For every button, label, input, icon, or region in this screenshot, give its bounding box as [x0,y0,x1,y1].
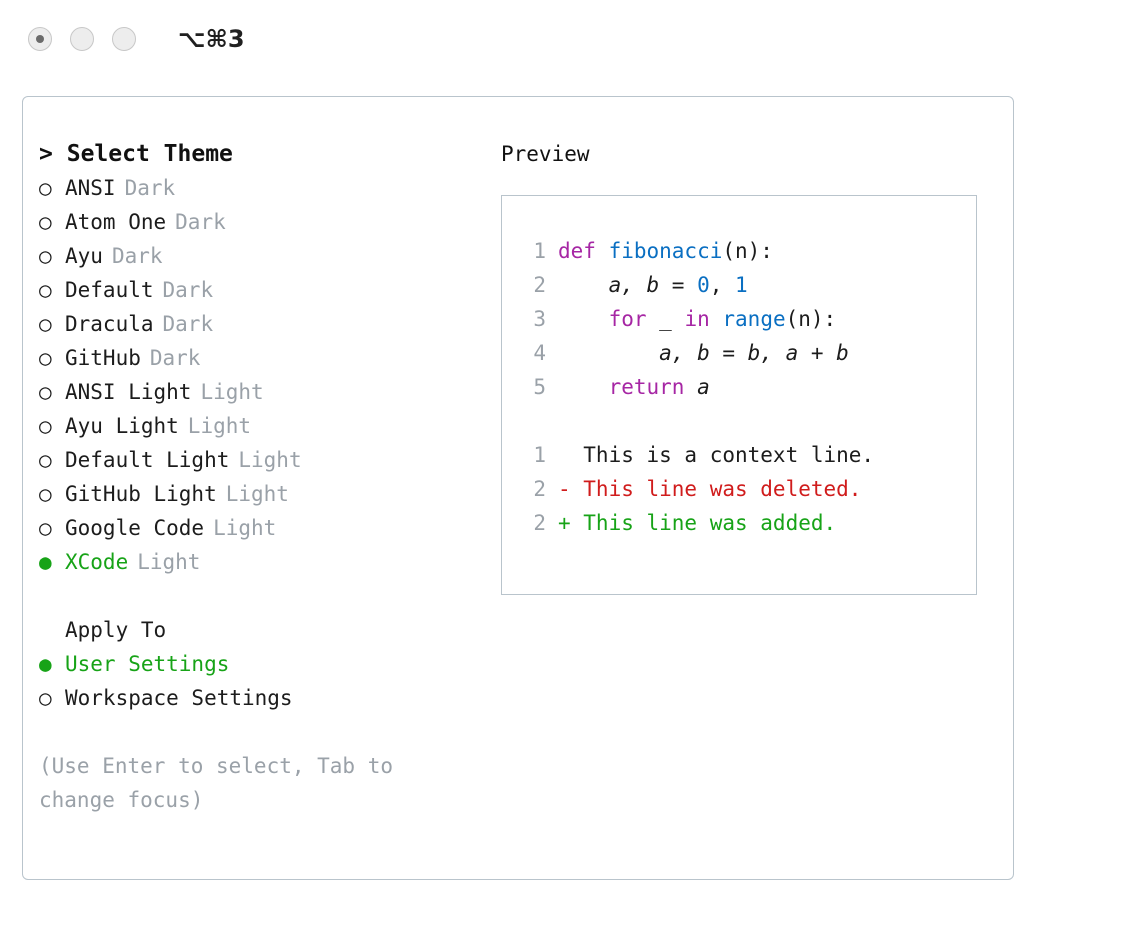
radio-unselected-icon: ○ [39,278,52,302]
theme-option[interactable] [39,511,485,545]
diff-line [520,506,976,540]
window-close-dot[interactable] [28,27,52,51]
theme-variant-label: Light [200,380,264,404]
code-sample [520,234,976,404]
theme-variant-label: Dark [149,346,201,370]
code-token: 1 [735,273,748,297]
radio-unselected-icon: ○ [39,176,52,200]
theme-option[interactable] [39,239,485,273]
line-number: 5 [533,375,546,399]
radio-selected-icon: ● [39,550,52,574]
theme-variant-label: Dark [111,244,163,268]
apply-to-option[interactable] [39,681,485,715]
line-number: 1 [533,239,546,263]
apply-to-list[interactable] [39,647,485,715]
code-line [520,268,976,302]
theme-option[interactable] [39,409,485,443]
code-token: for [608,307,660,331]
code-token: a, b = [608,273,698,297]
code-token: in [684,307,723,331]
theme-option-label: Dracula [65,312,154,336]
radio-unselected-icon: ○ [39,312,52,336]
radio-unselected-icon: ○ [39,346,52,370]
theme-option-label: Default Light [65,448,230,472]
code-token: a, b = b, a + b [659,341,849,365]
code-line [520,336,976,370]
preview-title: Preview [501,142,590,166]
preview-column [485,137,1013,817]
code-token: def [558,239,609,263]
title-bar [0,0,1140,78]
radio-unselected-icon: ○ [39,686,52,710]
code-token: 0 [697,273,710,297]
radio-selected-icon: ● [39,652,52,676]
theme-variant-label: Dark [162,312,214,336]
line-number: 1 [533,443,546,467]
page-title [39,137,485,171]
main-panel [22,96,1014,880]
apply-to-option[interactable] [39,647,485,681]
apply-to-option-label: Workspace Settings [65,686,293,710]
radio-unselected-icon: ○ [39,516,52,540]
theme-option[interactable] [39,205,485,239]
window-minimize-dot[interactable] [70,27,94,51]
diff-text: + This line was added. [558,511,837,535]
code-token: (n): [785,307,837,331]
theme-variant-label: Light [213,516,277,540]
theme-variant-label: Light [225,482,289,506]
preview-box [501,195,977,595]
theme-option-label: Atom One [65,210,167,234]
theme-variant-label: Dark [124,176,176,200]
theme-option-label: Ayu Light [65,414,179,438]
theme-option[interactable] [39,273,485,307]
theme-option[interactable] [39,375,485,409]
theme-option[interactable] [39,545,485,579]
radio-unselected-icon: ○ [39,448,52,472]
apply-to-option-label: User Settings [65,652,230,676]
theme-option-label: GitHub [65,346,141,370]
diff-line [520,438,976,472]
line-number: 2 [533,477,546,501]
code-token: range [722,307,786,331]
diff-text: - This line was deleted. [558,477,862,501]
theme-option[interactable] [39,443,485,477]
window-maximize-dot[interactable] [112,27,136,51]
code-line [520,370,976,404]
theme-variant-label: Dark [175,210,226,234]
theme-variant-label: Light [137,550,201,574]
line-number: 4 [533,341,546,365]
caret-icon: > [39,141,53,167]
theme-option[interactable] [39,171,485,205]
line-number: 3 [533,307,546,331]
theme-variant-label: Light [238,448,302,472]
radio-unselected-icon: ○ [39,244,52,268]
diff-text: This is a context line. [558,443,875,467]
theme-variant-label: Light [187,414,252,438]
radio-unselected-icon: ○ [39,210,52,234]
line-number: 2 [533,273,546,297]
theme-option-label: ANSI [65,176,116,200]
radio-unselected-icon: ○ [39,380,52,404]
theme-option[interactable] [39,307,485,341]
theme-option[interactable] [39,477,485,511]
theme-option-label: Google Code [65,516,205,540]
diff-sample [520,438,976,540]
code-line [520,302,976,336]
code-token: , [709,273,736,297]
radio-unselected-icon: ○ [39,414,52,438]
code-token: _ [659,307,685,331]
line-number: 2 [533,511,546,535]
page-title-label: Select Theme [66,141,233,167]
code-token: a [697,375,710,399]
code-token: (n): [722,239,773,263]
theme-option-label: Default [65,278,154,302]
theme-option-label: XCode [65,550,129,574]
code-token: return [608,375,698,399]
keyboard-hint: (Use Enter to select, Tab to change focus) [39,754,406,812]
theme-list[interactable] [39,171,485,579]
code-token: fibonacci [608,239,723,263]
apply-to-heading: Apply To [65,618,167,642]
theme-selector-column [23,137,485,817]
theme-option-label: GitHub Light [65,482,217,506]
theme-variant-label: Dark [162,278,214,302]
theme-option[interactable] [39,341,485,375]
theme-option-label: Ayu [65,244,103,268]
shortcut-label: ⌥⌘3 [178,25,245,53]
diff-line [520,472,976,506]
theme-option-label: ANSI Light [65,380,192,404]
code-line [520,234,976,268]
radio-unselected-icon: ○ [39,482,52,506]
